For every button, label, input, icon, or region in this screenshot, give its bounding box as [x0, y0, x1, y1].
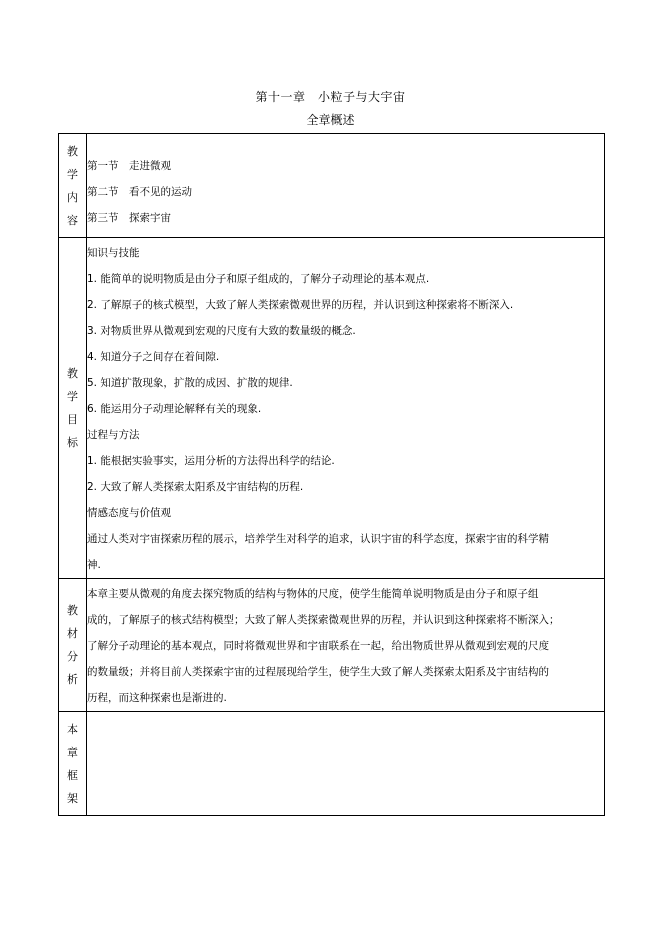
goal-item: 2. 大致了解人类探索太阳系及宇宙结构的历程. [87, 481, 304, 493]
goal-item: 2. 了解原子的核式模型，大致了解人类探索微观世界的历程，并认识到这种探索将不断深入. [87, 299, 514, 311]
label-char: 容 [67, 213, 78, 227]
analysis-line: 本章主要从微观的角度去探究物质的结构与物体的尺度，使学生能简单说明物质是由分子和原子组 [87, 588, 539, 600]
goal-section-title: 知识与技能 [87, 247, 140, 259]
label-char: 框 [67, 768, 78, 782]
label-char: 材 [67, 627, 78, 640]
analysis-line: 了解分子动理论的基本观点，同时将微观世界和宇宙联系在一起，给出物质世界从微观到宏观的尺度 [87, 640, 549, 652]
label-char: 教 [67, 367, 78, 380]
label-char: 标 [67, 436, 78, 449]
overview-subtitle: 全章概述 [306, 113, 355, 127]
label-material-analysis [59, 579, 87, 712]
teaching-content-cell [87, 134, 605, 238]
label-char: 学 [67, 390, 78, 403]
label-char: 架 [67, 791, 78, 805]
label-char: 分 [67, 650, 78, 663]
goal-section-title: 过程与方法 [87, 429, 140, 441]
label-char: 章 [67, 745, 78, 759]
label-char: 目 [67, 413, 78, 426]
row-teaching-goals [59, 238, 605, 579]
label-char: 学 [67, 167, 78, 181]
analysis-line: 的数量级；并将目前人类探索宇宙的过程展现给学生，使学生大致了解人类探索太阳系及宇宙结构的 [87, 666, 549, 678]
chapter-title: 第十一章 小粒子与大宇宙 [255, 90, 406, 104]
label-char: 教 [67, 144, 78, 158]
chapter-framework-cell [87, 712, 605, 816]
label-char: 本 [67, 722, 78, 736]
goal-item: 5. 知道扩散现象，扩散的成因、扩散的规律. [87, 377, 293, 389]
goal-item: 3. 对物质世界从微观到宏观的尺度有大致的数量级的概念. [87, 325, 356, 337]
label-teaching-content [59, 134, 87, 238]
goal-section-title: 情感态度与价值观 [87, 507, 171, 519]
goal-item: 1. 能简单的说明物质是由分子和原子组成的，了解分子动理论的基本观点. [87, 273, 430, 285]
section-item: 第三节 探索宇宙 [87, 211, 171, 224]
section-item: 第一节 走进微观 [87, 159, 171, 172]
goal-paragraph-line: 神. [87, 559, 101, 571]
analysis-line: 成的，了解原子的核式结构模型；大致了解人类探索微观世界的历程，并认识到这种探索将不断深入； [87, 614, 560, 626]
label-char: 析 [67, 673, 78, 686]
lesson-plan-table [58, 133, 605, 816]
row-chapter-framework [59, 712, 605, 816]
goal-paragraph-line: 通过人类对宇宙探索历程的展示，培养学生对科学的追求，认识宇宙的科学态度，探索宇宙的科学精 [87, 533, 549, 545]
label-teaching-goals [59, 238, 87, 579]
label-chapter-framework [59, 712, 87, 816]
goal-item: 6. 能运用分子动理论解释有关的现象. [87, 403, 262, 415]
label-char: 教 [67, 604, 78, 617]
goal-item: 4. 知道分子之间存在着间隙. [87, 351, 220, 363]
row-teaching-content [59, 134, 605, 238]
teaching-goals-cell [87, 238, 605, 579]
label-char: 内 [67, 190, 78, 204]
material-analysis-cell [87, 579, 605, 712]
analysis-line: 历程，而这种探索也是渐进的. [87, 692, 227, 704]
goal-item: 1. 能根据实验事实，运用分析的方法得出科学的结论. [87, 455, 335, 467]
section-item: 第二节 看不见的运动 [87, 185, 192, 198]
row-material-analysis [59, 579, 605, 712]
